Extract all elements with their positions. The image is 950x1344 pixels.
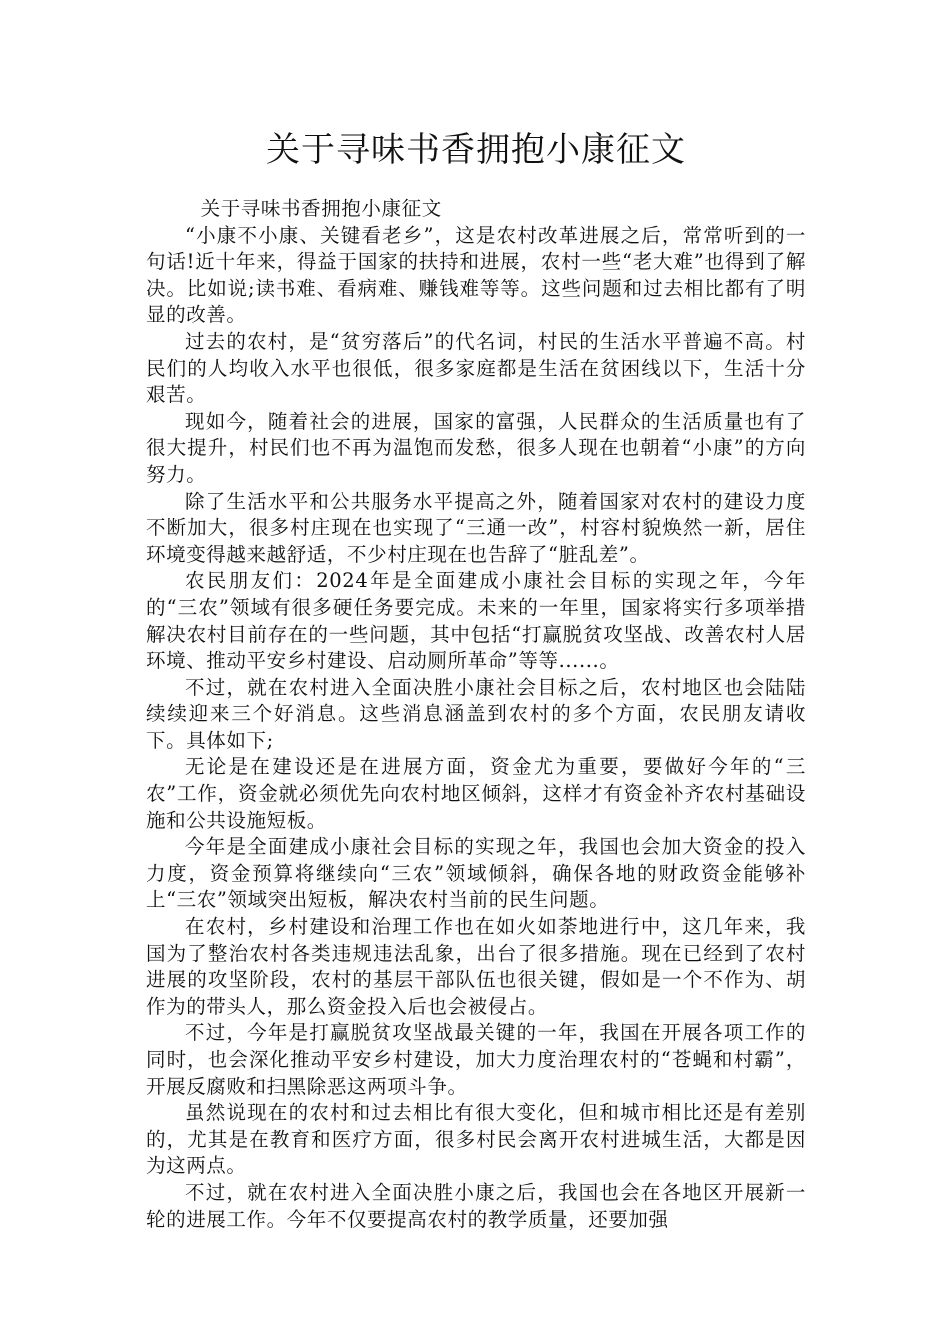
document-title: 关于寻味书香拥抱小康征文: [266, 130, 686, 170]
document-body: [146, 196, 806, 1233]
document-subtitle: 关于寻味书香拥抱小康征文: [200, 197, 442, 220]
paragraph: 农民朋友们：2024年是全面建成小康社会目标的实现之年，今年的“三农”领域有很多硬任务要完成。未来的一年里，国家将实行多项举措解决农村目前存在的一些问题，其中包括“打赢脱贫攻坚战、改善农村人居环境、推动平安乡村建设、启动厕所革命”等等......。: [146, 569, 806, 673]
paragraph: 不过，今年是打赢脱贫攻坚战最关键的一年，我国在开展各项工作的同时，也会深化推动平安乡村建设，加大力度治理农村的“苍蝇和村霸”，开展反腐败和扫黑除恶这两项斗争。: [146, 1021, 806, 1098]
paragraph: 不过，就在农村进入全面决胜小康社会目标之后，农村地区也会陆陆续续迎来三个好消息。这些消息涵盖到农村的多个方面，农民朋友请收下。具体如下;: [146, 675, 806, 752]
paragraph: 无论是在建设还是在进展方面，资金尤为重要，要做好今年的“三农”工作，资金就必须优先向农村地区倾斜，这样才有资金补齐农村基础设施和公共设施短板。: [146, 755, 806, 832]
paragraph: 虽然说现在的农村和过去相比有很大变化，但和城市相比还是有差别的，尤其是在教育和医疗方面，很多村民会离开农村进城生活，大都是因为这两点。: [146, 1101, 806, 1178]
paragraph: 现如今，随着社会的进展，国家的富强，人民群众的生活质量也有了很大提升，村民们也不再为温饱而发愁，很多人现在也朝着“小康”的方向努力。: [146, 409, 806, 486]
paragraph: 过去的农村，是“贫穷落后”的代名词，村民的生活水平普遍不高。村民们的人均收入水平也很低，很多家庭都是生活在贫困线以下，生活十分艰苦。: [146, 329, 806, 407]
paragraph: 不过，就在农村进入全面决胜小康之后，我国也会在各地区开展新一轮的进展工作。今年不仅要提高农村的教学质量，还要加强: [146, 1180, 806, 1231]
paragraph: “小康不小康、关键看老乡”，这是农村改革进展之后，常常听到的一句话!近十年来，得益于国家的扶持和进展，农村一些“老大难”也得到了解决。比如说;读书难、看病难、赚钱难等等。这些问题和过去相比都有了明显的改善。: [146, 223, 806, 327]
paragraph: 今年是全面建成小康社会目标的实现之年，我国也会加大资金的投入力度，资金预算将继续向“三农”领域倾斜，确保各地的财政资金能够补上“三农”领域突出短板，解决农村当前的民生问题。: [146, 835, 806, 912]
paragraph: 除了生活水平和公共服务水平提高之外，随着国家对农村的建设力度不断加大，很多村庄现在也实现了“三通一改”，村容村貌焕然一新，居住环境变得越来越舒适，不少村庄现在也告辞了“脏乱差”。: [146, 489, 806, 566]
paragraph: 在农村，乡村建设和治理工作也在如火如荼地进行中，这几年来，我国为了整治农村各类违规违法乱象，出台了很多措施。现在已经到了农村进展的攻坚阶段，农村的基层干部队伍也很关键，假如是一个不作为、胡作为的带头人，那么资金投入后也会被侵占。: [146, 915, 806, 1018]
